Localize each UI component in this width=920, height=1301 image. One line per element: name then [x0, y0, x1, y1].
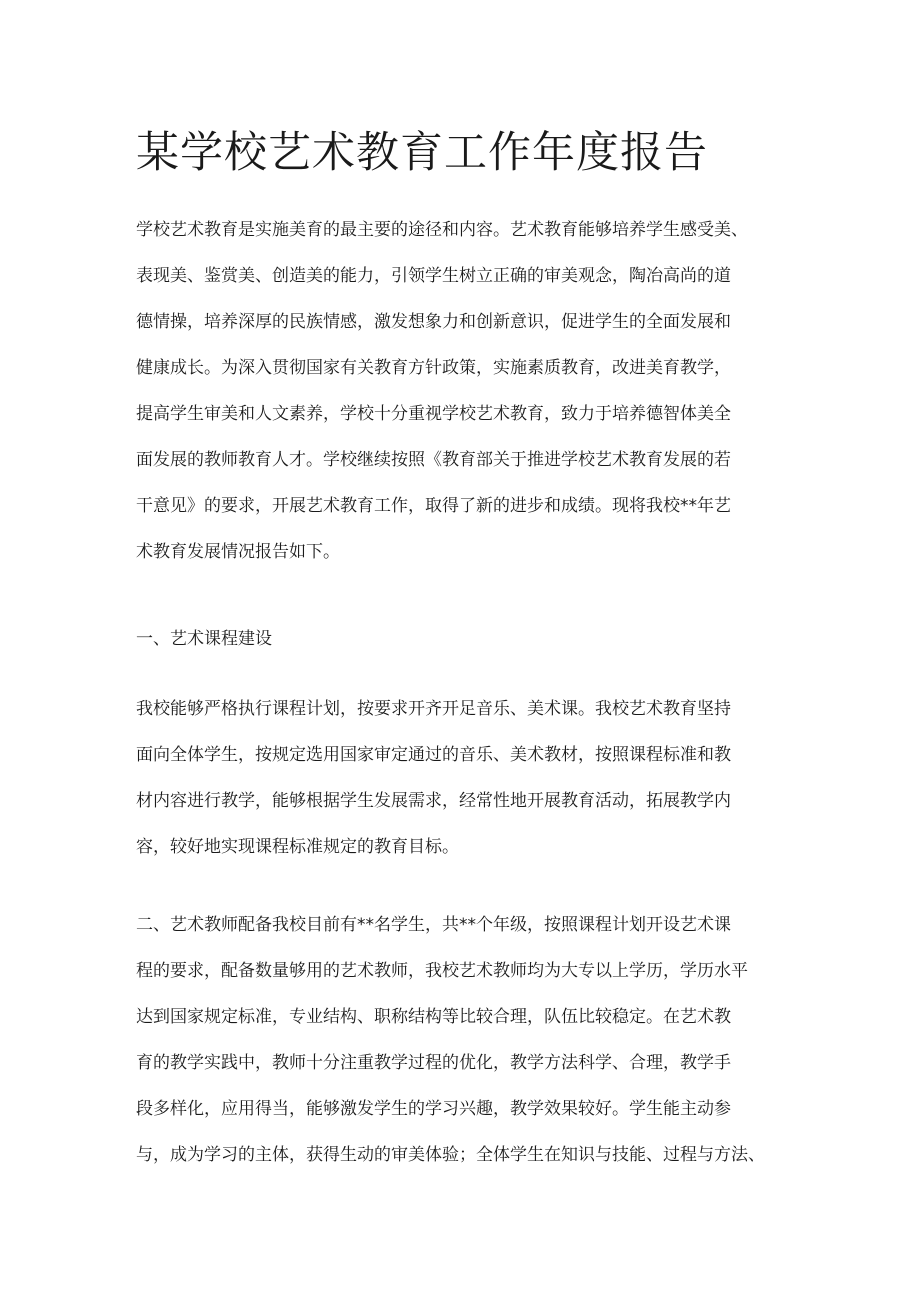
paragraph-line: 提高学生审美和人文素养，学校十分重视学校艺术教育，致力于培养德智体美全	[136, 404, 731, 424]
paragraph-line: 面向全体学生，按规定选用国家审定通过的音乐、美术教材，按照课程标准和教	[136, 745, 731, 765]
section-heading-courses: 一、艺术课程建设	[136, 629, 272, 649]
intro-paragraph	[136, 207, 796, 575]
paragraph-line: 健康成长。为深入贯彻国家有关教育方针政策，实施素质教育，改进美育教学，	[136, 358, 731, 378]
paragraph-line: 材内容进行教学，能够根据学生发展需求，经常性地开展教育活动，拓展教学内	[136, 791, 731, 811]
paragraph-line: 表现美、鉴赏美、创造美的能力，引领学生树立正确的审美观念，陶冶高尚的道	[136, 266, 731, 286]
paragraph-line: 达到国家规定标准，专业结构、职称结构等比较合理，队伍比较稳定。在艺术教	[136, 1007, 731, 1027]
paragraph-line: 德情操，培养深厚的民族情感，激发想象力和创新意识，促进学生的全面发展和	[136, 312, 731, 332]
paragraph-line: 容，较好地实现课程标准规定的教育目标。	[136, 837, 459, 857]
paragraph-line: 干意见》的要求，开展艺术教育工作，取得了新的进步和成绩。现将我校**年艺	[136, 496, 731, 516]
courses-paragraph	[136, 686, 796, 870]
paragraph-line: 二、艺术教师配备我校目前有**名学生，共**个年级，按照课程计划开设艺术课	[136, 915, 731, 935]
teachers-paragraph	[136, 902, 796, 1178]
paragraph-line: 段多样化，应用得当，能够激发学生的学习兴趣，教学效果较好。学生能主动参	[136, 1099, 731, 1119]
paragraph-line: 术教育发展情况报告如下。	[136, 542, 340, 562]
document-title: 某学校艺术教育工作年度报告	[136, 128, 708, 178]
paragraph-line: 面发展的教师教育人才。学校继续按照《教育部关于推进学校艺术教育发展的若	[136, 450, 731, 470]
paragraph-line: 与，成为学习的主体，获得生动的审美体验；全体学生在知识与技能、过程与方法、	[136, 1145, 765, 1165]
paragraph-line: 程的要求，配备数量够用的艺术教师，我校艺术教师均为大专以上学历，学历水平	[136, 961, 748, 981]
paragraph-line: 学校艺术教育是实施美育的最主要的途径和内容。艺术教育能够培养学生感受美、	[136, 220, 748, 240]
paragraph-line: 我校能够严格执行课程计划，按要求开齐开足音乐、美术课。我校艺术教育坚持	[136, 699, 731, 719]
paragraph-line: 育的教学实践中，教师十分注重教学过程的优化，教学方法科学、合理，教学手	[136, 1053, 731, 1073]
